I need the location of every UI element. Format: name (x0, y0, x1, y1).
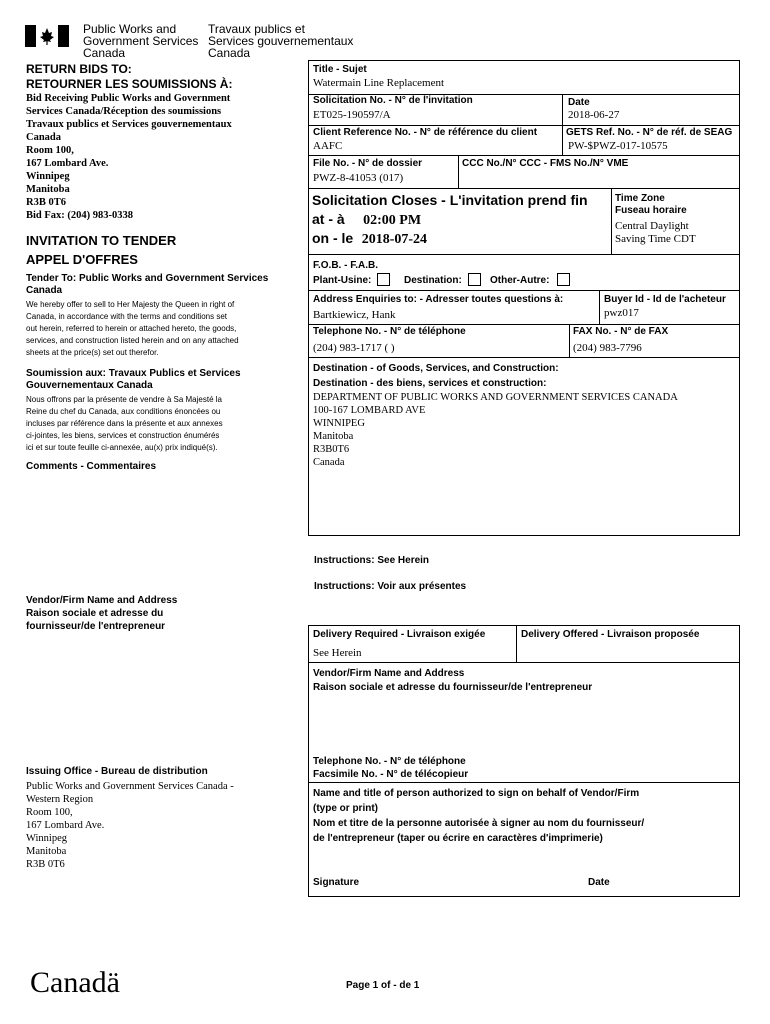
comments-label: Comments - Commentaires (26, 461, 157, 472)
address-enquiries-label: Address Enquiries to: - Adresser toutes questions à: (313, 294, 564, 305)
vendor-firm-label: Vendor/Firm Name and Address Raison sociale et adresse du fournisseur/de l'entrepreneur (313, 668, 593, 693)
return-bids-title: RETURN BIDS TO: RETOURNER LES SOUMISSIONS À: (26, 62, 233, 91)
vendor-telephone-label: Telephone No. - N° de téléphone Facsimile No. - N° de télécopieur (313, 756, 469, 780)
invitation-title: INVITATION TO TENDER APPEL D'OFFRES (26, 233, 177, 267)
soumission-aux: Soumission aux: Travaux Publics et Services Gouvernementaux Canada (26, 368, 241, 391)
title-value: Watermain Line Replacement (313, 77, 445, 89)
canada-wordmark: Canadä (30, 966, 120, 999)
plant-usine-checkbox[interactable] (377, 273, 390, 286)
closes-at-label: at - à (312, 211, 345, 227)
buyer-id-label: Buyer Id - Id de l'acheteur (604, 294, 726, 305)
tender-to: Tender To: Public Works and Government Services Canada (26, 273, 269, 296)
address-enquiries-value: Bartkiewicz, Hank (313, 309, 396, 321)
ccc-fms-label: CCC No./N° CCC - FMS No./N° VME (462, 158, 629, 169)
page-number: Page 1 of - de 1 (346, 980, 420, 991)
client-ref-label: Client Reference No. - N° de référence du client (313, 127, 538, 138)
signature-label: Signature (313, 877, 360, 888)
maple-leaf-flag-icon (25, 25, 69, 47)
destination-checkbox[interactable] (468, 273, 481, 286)
solicitation-no-label: Solicitation No. - N° de l'invitation (313, 95, 473, 106)
issuing-office-title: Issuing Office - Bureau de distribution (26, 766, 208, 777)
gets-ref-value: PW-$PWZ-017-10575 (568, 140, 668, 152)
other-autre-checkbox[interactable] (557, 273, 570, 286)
dept-name-fr: Travaux publics et Services gouvernementaux Canada (208, 22, 354, 60)
closing-date-value: 2018-07-24 (361, 232, 428, 247)
client-ref-value: AAFC (313, 140, 343, 152)
offer-text-en: We hereby offer to sell to Her Majesty the Queen in right of Canada, in accordance with the terms and conditions set out herein, referred to herein or attached hereto, the goods, services, and construction listed herein and on any attached sheets at the price(s) set out therefor. (26, 300, 239, 357)
delivery-offered-label: Delivery Offered - Livraison proposée (521, 629, 700, 640)
other-autre-label: Other-Autre: (490, 275, 550, 286)
destination-address: DEPARTMENT OF PUBLIC WORKS AND GOVERNMENT SERVICES CANADA 100-167 LOMBARD AVE WINNIPEG Manitoba R3B0T6 Canada (313, 392, 678, 468)
solicitation-closes-label: Solicitation Closes - L'invitation prend fin (312, 192, 588, 208)
solicitation-no-value: ET025-190597/A (313, 109, 391, 121)
closes-on-label: on - le (312, 230, 354, 246)
fax-value: (204) 983-7796 (573, 342, 642, 354)
canada-flag-logo (25, 25, 69, 47)
fob-label: F.O.B. - F.A.B. (313, 260, 378, 271)
closing-time-line (312, 211, 421, 229)
delivery-required-label: Delivery Required - Livraison exigée (313, 629, 486, 640)
telephone-value: (204) 983-1717 ( ) (313, 342, 395, 354)
title-label: Title - Sujet (313, 64, 367, 75)
telephone-label: Telephone No. - N° de téléphone (313, 326, 466, 337)
return-bids-address: Bid Receiving Public Works and Government Services Canada/Réception des soumissions Travaux publics et Services gouvernementaux Canada Room 100, 167 Lombard Ave. Winnipeg Manitoba R3B 0T6 Bid Fax: (204) 983-0338 (26, 93, 232, 221)
buyer-id-value: pwz017 (604, 307, 639, 319)
delivery-required-value: See Herein (313, 647, 362, 659)
dept-name-en: Public Works and Government Services Canada (83, 22, 199, 60)
instructions-fr: Instructions: Voir aux présentes (314, 581, 467, 592)
date-label: Date (568, 97, 590, 108)
plant-usine-label: Plant-Usine: (313, 275, 372, 286)
file-no-value: PWZ-8-41053 (017) (313, 172, 404, 184)
file-no-label: File No. - N° de dossier (313, 158, 423, 169)
vendor-firm-label-left: Vendor/Firm Name and Address Raison sociale et adresse du fournisseur/de l'entrepreneur (26, 595, 178, 632)
date-value: 2018-06-27 (568, 109, 620, 121)
gets-ref-label: GETS Ref. No. - N° de réf. de SEAG (566, 127, 733, 138)
signature-date-label: Date (588, 877, 610, 888)
issuing-office-address: Public Works and Government Services Canada - Western Region Room 100, 167 Lombard Ave. Winnipeg Manitoba R3B 0T6 (26, 781, 234, 870)
authorized-person-label: Name and title of person authorized to sign on behalf of Vendor/Firm (type or print) Nom et titre de la personne autorisée à signer au nom du fournisseur/ de l'entrepreneur (taper ou écrire en caractères d'imprimerie) (313, 788, 645, 844)
closing-time-value: 02:00 PM (363, 213, 422, 228)
destination-label: Destination: (404, 275, 462, 286)
offer-text-fr: Nous offrons par la présente de vendre à Sa Majesté la Reine du chef du Canada, aux conditions énoncées ou incluses par référence dans la présente et aux annexes ci-jointes, les biens, services et construction énumérés ici et sur toute feuille ci-annexée, au(x) prix indiqué(s). (26, 395, 223, 452)
closing-date-line (312, 230, 427, 248)
destination-goods-label: Destination - of Goods, Services, and Construction: Destination - des biens, services et construction: (313, 363, 559, 389)
time-zone-label: Time Zone Fuseau horaire (615, 193, 687, 216)
time-zone-value: Central Daylight Saving Time CDT (615, 220, 696, 245)
instructions-en: Instructions: See Herein (314, 555, 430, 566)
fax-label: FAX No. - N° de FAX (573, 326, 669, 337)
